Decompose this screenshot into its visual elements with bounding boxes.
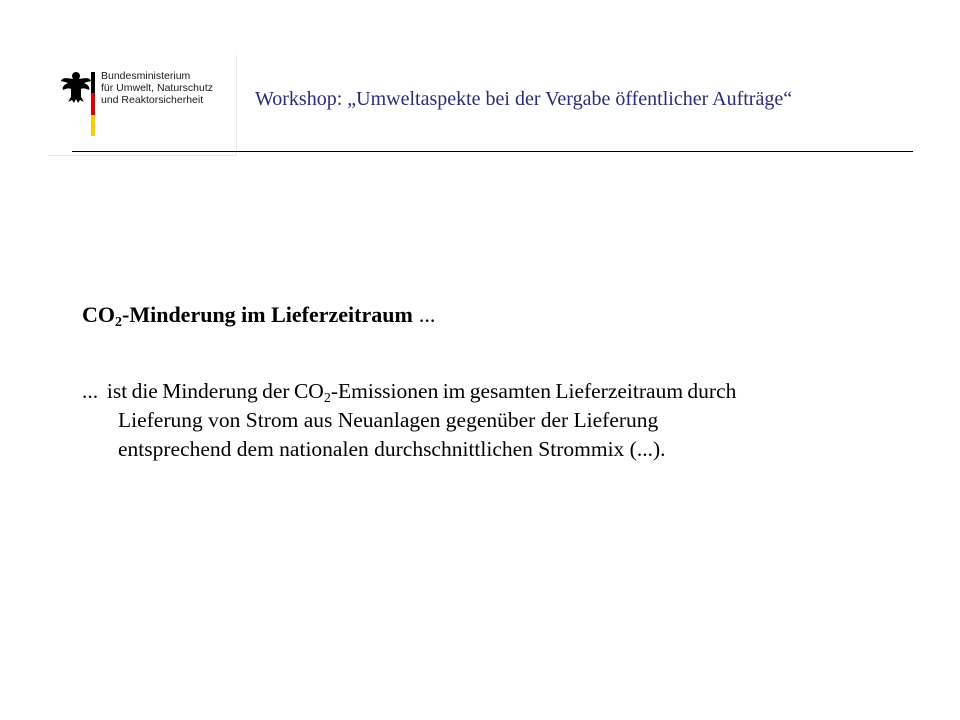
section-heading xyxy=(82,302,435,328)
paragraph-line-2: Lieferung von Strom aus Neuanlagen gegenüber der Lieferung xyxy=(118,408,659,432)
ministry-name xyxy=(101,70,241,106)
paragraph-subscript: 2 xyxy=(323,391,331,406)
paragraph-line-3: entsprechend dem nationalen durchschnittlichen Strommix (...). xyxy=(118,437,666,461)
ministry-logo xyxy=(48,55,237,156)
ministry-name-line-2: für Umwelt, Naturschutz xyxy=(101,82,214,94)
paragraph-line-1-post: -Emissionen im gesamten Lieferzeitraum durch xyxy=(330,379,737,403)
heading-subscript: 2 xyxy=(115,315,122,330)
heading-ellipsis: ... xyxy=(418,302,436,327)
heading-text-post: -Minderung im Lieferzeitraum xyxy=(122,302,413,327)
federal-eagle-icon xyxy=(60,70,92,104)
ministry-name-line-3: und Reaktorsicherheit xyxy=(101,94,204,106)
paragraph-line-1 xyxy=(82,377,922,406)
definition-paragraph xyxy=(82,377,922,464)
german-flag-stripe xyxy=(91,72,95,136)
ministry-name-line-1: Bundesministerium xyxy=(101,70,191,82)
workshop-title: Workshop: „Umweltaspekte bei der Vergabe öffentlicher Aufträge“ xyxy=(255,88,793,110)
header-divider xyxy=(72,151,913,152)
heading-text-pre: CO xyxy=(82,302,115,327)
paragraph-line-1-pre: ... ist die Minderung der CO xyxy=(82,379,324,403)
